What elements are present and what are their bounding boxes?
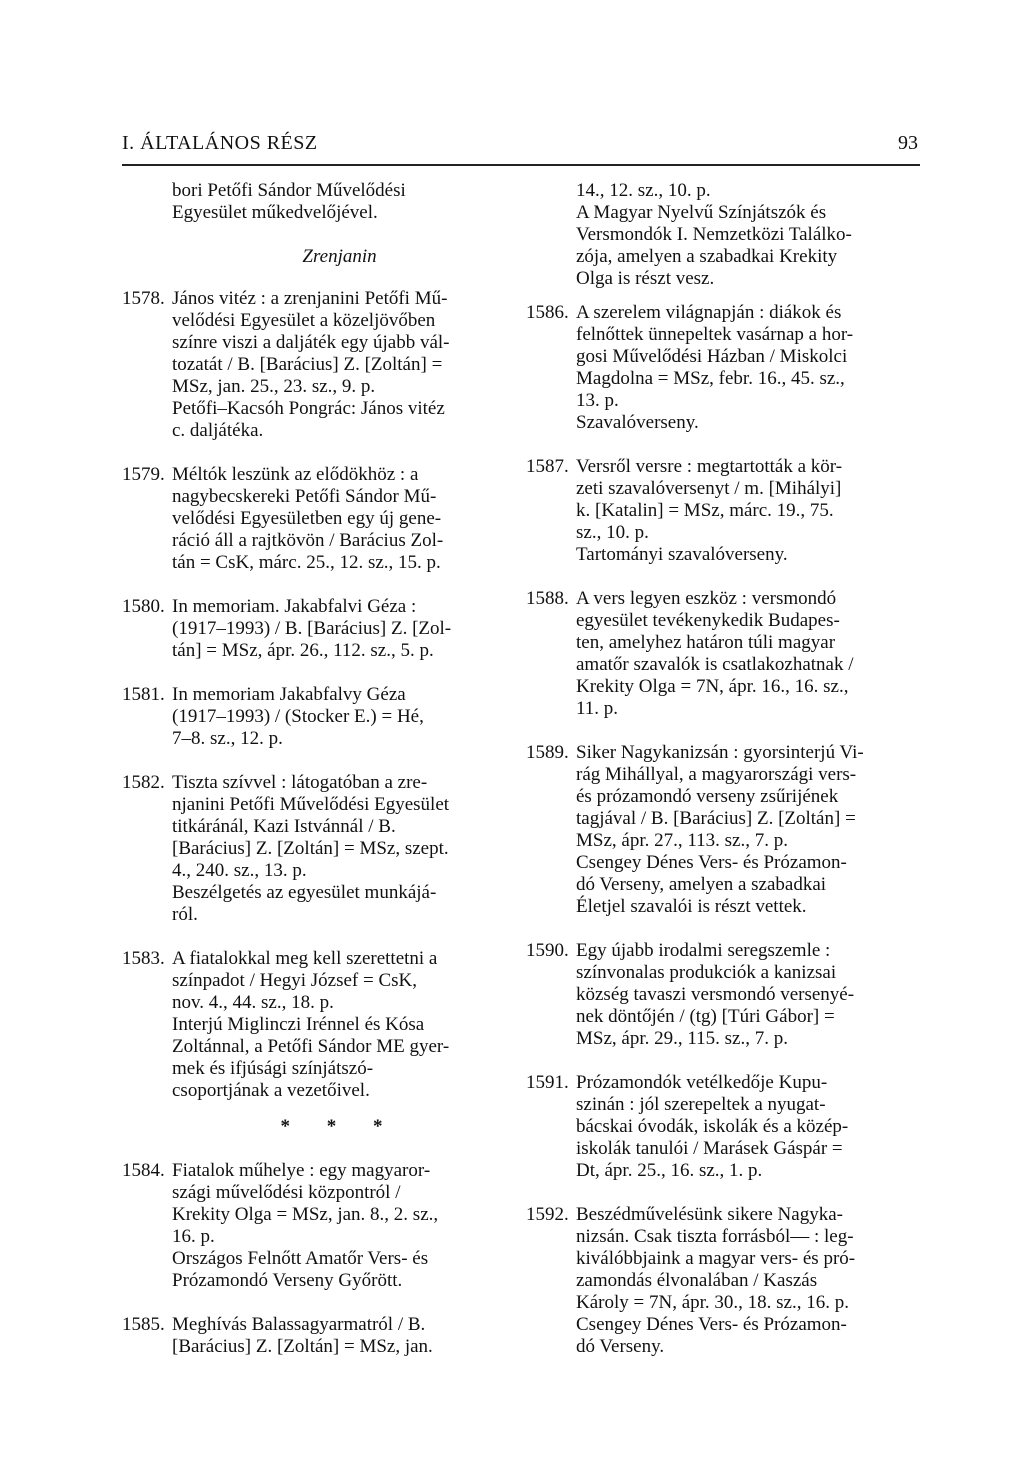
text-line: Krekity Olga = MSz, jan. 8., 2. sz.,	[172, 1204, 439, 1225]
bibliography-entry	[526, 940, 920, 1050]
text-line: Szavalóverseny.	[576, 412, 699, 433]
text-line: színpadot / Hegyi József = CsK,	[172, 970, 418, 991]
entry-number: 1589.	[526, 742, 569, 763]
entry-number: 1588.	[526, 588, 569, 609]
text-line: Prózamondó Verseny Győrött.	[172, 1270, 403, 1291]
text-line: amatőr szavalók is csatlakozhatnak /	[576, 654, 854, 675]
text-line: 13. p.	[576, 390, 619, 411]
text-line: bori Petőfi Sándor Művelődési	[172, 180, 406, 201]
entry-number: 1582.	[122, 772, 165, 793]
text-line: csoportjának a vezetőivel.	[172, 1080, 370, 1101]
bibliography-entry	[526, 742, 920, 918]
bibliography-entry	[122, 948, 507, 1102]
text-line: Magdolna = MSz, febr. 16., 45. sz.,	[576, 368, 845, 389]
text-line: c. daljátéka.	[172, 420, 264, 441]
text-line: k. [Katalin] = MSz, márc. 19., 75.	[576, 500, 834, 521]
text-line: A vers legyen eszköz : versmondó	[576, 588, 837, 609]
text-line: tozatát / B. [Barácius] Z. [Zoltán] =	[172, 354, 443, 375]
continuation-text	[526, 180, 920, 290]
text-line: Méltók leszünk az elődökhöz : a	[172, 464, 419, 485]
text-line: színvonalas produkciók a kanizsai	[576, 962, 837, 983]
entry-number: 1584.	[122, 1160, 165, 1181]
text-line: Tiszta szívvel : látogatóban a zre-	[172, 772, 428, 793]
text-line: MSz, ápr. 29., 115. sz., 7. p.	[576, 1028, 788, 1049]
text-line: njanini Petőfi Művelődési Egyesület	[172, 794, 450, 815]
text-line: 7–8. sz., 12. p.	[172, 728, 283, 749]
text-line: község tavaszi versmondó versenyé-	[576, 984, 855, 1005]
text-line: MSz, ápr. 27., 113. sz., 7. p.	[576, 830, 788, 851]
text-line: MSz, jan. 25., 23. sz., 9. p.	[172, 376, 376, 397]
text-line: nagybecskereki Petőfi Sándor Mű-	[172, 486, 437, 507]
bibliography-entry	[122, 288, 507, 442]
text-line: dó Verseny.	[576, 1336, 665, 1357]
bibliography-entry	[526, 1204, 920, 1358]
entry-number: 1586.	[526, 302, 569, 323]
entry-number: 1583.	[122, 948, 165, 969]
text-line: In memoriam. Jakabfalvi Géza :	[172, 596, 417, 617]
text-line: A Magyar Nyelvű Színjátszók és	[576, 202, 827, 223]
text-line: zamondás élvonalában / Kaszás	[576, 1270, 818, 1291]
text-line: 4., 240. sz., 13. p.	[172, 860, 307, 881]
entry-number: 1580.	[122, 596, 165, 617]
text-line: [Barácius] Z. [Zoltán] = MSz, jan.	[172, 1336, 433, 1357]
text-line: Versmondók I. Nemzetközi Találko-	[576, 224, 852, 245]
text-line: Beszélgetés az egyesület munkájá-	[172, 882, 437, 903]
bibliography-entry	[122, 464, 507, 574]
text-line: A fiatalokkal meg kell szerettetni a	[172, 948, 438, 969]
text-line: Meghívás Balassagyarmatról / B.	[172, 1314, 426, 1335]
bibliography-entry	[526, 302, 920, 434]
place-heading: Zrenjanin	[302, 246, 377, 267]
text-line: zeti szavalóversenyt / m. [Mihályi]	[576, 478, 842, 499]
text-line: tagjával / B. [Barácius] Z. [Zoltán] =	[576, 808, 856, 829]
text-line: szági művelődési központról /	[172, 1182, 401, 1203]
section-title: I. ÁLTALÁNOS RÉSZ	[122, 132, 318, 154]
text-line: Beszédművelésünk sikere Nagyka-	[576, 1204, 843, 1225]
text-line: Petőfi–Kacsóh Pongrác: János vitéz	[172, 398, 445, 419]
bibliography-entry	[122, 1314, 507, 1358]
text-line: szinán : jól szerepeltek a nyugat-	[576, 1094, 826, 1115]
entry-number: 1578.	[122, 288, 165, 309]
text-line: Csengey Dénes Vers- és Prózamon-	[576, 1314, 847, 1335]
text-line: (1917–1993) / (Stocker E.) = Hé,	[172, 706, 424, 727]
text-line: nov. 4., 44. sz., 18. p.	[172, 992, 334, 1013]
text-line: (1917–1993) / B. [Barácius] Z. [Zol-	[172, 618, 452, 639]
text-line: Csengey Dénes Vers- és Prózamon-	[576, 852, 847, 873]
text-line: színre viszi a daljáték egy újabb vál-	[172, 332, 450, 353]
text-line: ten, amelyhez határon túli magyar	[576, 632, 836, 653]
text-line: dó Verseny, amelyen a szabadkai	[576, 874, 827, 895]
bibliography-entry	[526, 588, 920, 720]
text-line: nizsán. Csak tiszta forrásból— : leg-	[576, 1226, 854, 1247]
text-line: 16. p.	[172, 1226, 215, 1247]
entry-number: 1587.	[526, 456, 569, 477]
left-column	[122, 180, 507, 1358]
text-line: Zoltánnal, a Petőfi Sándor ME gyer-	[172, 1036, 450, 1057]
bibliography-entry	[122, 596, 507, 662]
text-line: Tartományi szavalóverseny.	[576, 544, 788, 565]
text-line: Krekity Olga = 7N, ápr. 16., 16. sz.,	[576, 676, 849, 697]
text-line: A szerelem világnapján : diákok és	[576, 302, 842, 323]
text-line: Olga is részt vesz.	[576, 268, 715, 289]
entry-number: 1591.	[526, 1072, 569, 1093]
text-line: Versről versre : megtartották a kör-	[576, 456, 843, 477]
text-line: Interjú Miglinczi Irénnel és Kósa	[172, 1014, 425, 1035]
text-line: titkáránál, Kazi Istvánnál / B.	[172, 816, 396, 837]
text-line: Országos Felnőtt Amatőr Vers- és	[172, 1248, 429, 1269]
text-line: tán = CsK, márc. 25., 12. sz., 15. p.	[172, 552, 441, 573]
text-line: Siker Nagykanizsán : gyorsinterjú Vi-	[576, 742, 864, 763]
text-line: egyesület tevékenykedik Budapes-	[576, 610, 840, 631]
text-line: ról.	[172, 904, 198, 925]
text-line: Fiatalok műhelye : egy magyaror-	[172, 1160, 431, 1181]
text-line: Egyesület műkedvelőjével.	[172, 202, 378, 223]
section-separator: * * *	[280, 1116, 399, 1137]
text-line: 14., 12. sz., 10. p.	[576, 180, 711, 201]
right-column	[526, 180, 920, 1358]
entry-number: 1590.	[526, 940, 569, 961]
text-line: ráció áll a rajtkövön / Barácius Zol-	[172, 530, 444, 551]
text-line: Károly = 7N, ápr. 30., 18. sz., 16. p.	[576, 1292, 849, 1313]
text-line: Egy újabb irodalmi seregszemle :	[576, 940, 831, 961]
text-line: bácskai óvodák, iskolák és a közép-	[576, 1116, 849, 1137]
page-number: 93	[898, 132, 918, 154]
text-line: nek döntőjén / (tg) [Túri Gábor] =	[576, 1006, 835, 1027]
text-line: mek és ifjúsági színjátszó-	[172, 1058, 374, 1079]
text-line: kiválóbbjaink a magyar vers- és pró-	[576, 1248, 856, 1269]
text-line: 11. p.	[576, 698, 619, 719]
page-header	[122, 132, 920, 166]
text-line: és prózamondó verseny zsűrijének	[576, 786, 839, 807]
bibliography-entry	[122, 1160, 507, 1292]
text-line: Életjel szavalói is részt vettek.	[576, 896, 807, 917]
text-line: Dt, ápr. 25., 16. sz., 1. p.	[576, 1160, 763, 1181]
text-line: zója, amelyen a szabadkai Krekity	[576, 246, 838, 267]
text-line: In memoriam Jakabfalvy Géza	[172, 684, 406, 705]
bibliography-entry	[122, 684, 507, 750]
entry-number: 1579.	[122, 464, 165, 485]
text-line: Prózamondók vetélkedője Kupu-	[576, 1072, 828, 1093]
text-line: iskolák tanulói / Marásek Gáspár =	[576, 1138, 843, 1159]
bibliography-entry	[526, 456, 920, 566]
text-line: velődési Egyesületben egy új gene-	[172, 508, 442, 529]
text-line: felnőttek ünnepeltek vasárnap a hor-	[576, 324, 854, 345]
bibliography-entry	[526, 1072, 920, 1182]
text-line: [Barácius] Z. [Zoltán] = MSz, szept.	[172, 838, 449, 859]
text-line: rág Mihállyal, a magyarországi vers-	[576, 764, 857, 785]
text-line: János vitéz : a zrenjanini Petőfi Mű-	[172, 288, 448, 309]
bibliography-entry	[122, 772, 507, 926]
text-line: sz., 10. p.	[576, 522, 649, 543]
entry-number: 1585.	[122, 1314, 165, 1335]
text-line: tán] = MSz, ápr. 26., 112. sz., 5. p.	[172, 640, 434, 661]
entry-number: 1581.	[122, 684, 165, 705]
text-line: gosi Művelődési Házban / Miskolci	[576, 346, 848, 367]
continuation-text	[122, 180, 507, 224]
text-line: velődési Egyesület a közeljövőben	[172, 310, 436, 331]
entry-number: 1592.	[526, 1204, 569, 1225]
